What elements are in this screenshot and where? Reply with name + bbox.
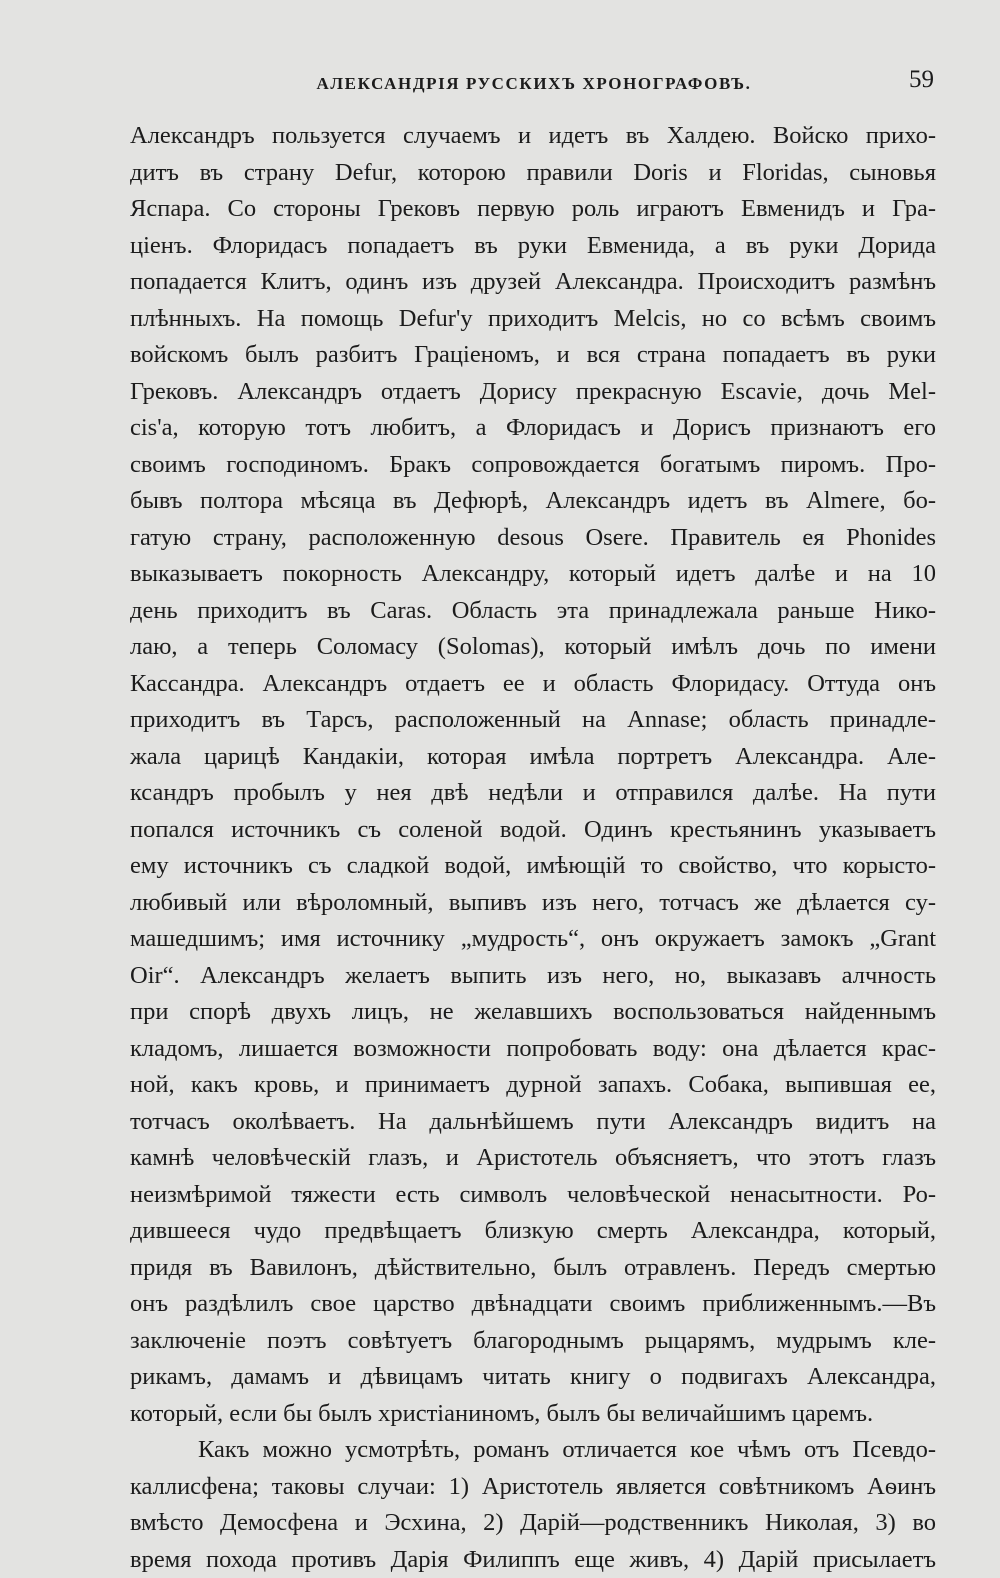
text-line: тотчасъ околѣваетъ. На дальнѣйшемъ пути Александръ видитъ на <box>130 1104 936 1141</box>
text-line: гатую страну, расположенную desous Osere. Правитель ея Phonides <box>130 520 936 557</box>
text-line: вмѣсто Демосфена и Эсхина, 2) Дарій—родственникъ Николая, 3) во <box>130 1505 936 1542</box>
text-line: дившееся чудо предвѣщаетъ близкую смерть Александра, который, <box>130 1213 936 1250</box>
text-line: заключеніе поэтъ совѣтуетъ благороднымъ рыцарямъ, мудрымъ кле- <box>130 1323 936 1360</box>
text-line: время похода противъ Дарія Филиппъ еще живъ, 4) Дарій присылаетъ <box>130 1542 936 1578</box>
text-line: любивый или вѣроломный, выпивъ изъ него, тотчасъ же дѣлается су- <box>130 885 936 922</box>
text-line: ной, какъ кровь, и принимаетъ дурной запахъ. Собака, выпившая ее, <box>130 1067 936 1104</box>
text-line: Александръ пользуется случаемъ и идетъ въ Халдею. Войско прихо- <box>130 118 936 155</box>
text-line: онъ раздѣлилъ свое царство двѣнадцати своимъ приближеннымъ.—Въ <box>130 1286 936 1323</box>
text-line: машедшимъ; имя источнику „мудрость“, онъ окружаетъ замокъ „Grant <box>130 921 936 958</box>
text-line: Oir“. Александръ желаетъ выпить изъ него, но, выказавъ алчность <box>130 958 936 995</box>
text-line: своимъ господиномъ. Бракъ сопровождается богатымъ пиромъ. Про- <box>130 447 936 484</box>
text-line: Грековъ. Александръ отдаетъ Дорису прекрасную Escavie, дочь Mel- <box>130 374 936 411</box>
text-line: cis'a, которую тотъ любитъ, а Флоридасъ и Дорисъ признаютъ его <box>130 410 936 447</box>
text-line: приходитъ въ Тарсъ, расположенный на Annase; область принадле- <box>130 702 936 739</box>
running-title: АЛЕКСАНДРІЯ РУССКИХЪ ХРОНОГРАФОВЪ. <box>128 74 940 94</box>
text-line: ему источникъ съ сладкой водой, имѣющій то свойство, что корысто- <box>130 848 936 885</box>
text-line: каллисфена; таковы случаи: 1) Аристотель является совѣтникомъ Аѳинъ <box>130 1469 936 1506</box>
page-number: 59 <box>909 66 934 94</box>
text-line: Яспара. Со стороны Грековъ первую роль играютъ Евменидъ и Гра- <box>130 191 936 228</box>
text-line: попадается Клитъ, одинъ изъ друзей Александра. Происходитъ размѣнъ <box>130 264 936 301</box>
text-line: войскомъ былъ разбитъ Граціеномъ, и вся страна попадаетъ въ руки <box>130 337 936 374</box>
text-line: Кассандра. Александръ отдаетъ ее и область Флоридасу. Оттуда онъ <box>130 666 936 703</box>
text-line: ксандръ пробылъ у нея двѣ недѣли и отправился далѣе. На пути <box>130 775 936 812</box>
text-line: ціенъ. Флоридасъ попадаетъ въ руки Евменида, а въ руки Дорида <box>130 228 936 265</box>
text-line: дитъ въ страну Defur, которою правили Doris и Floridas, сыновья <box>130 155 936 192</box>
text-line: выказываетъ покорность Александру, который идетъ далѣе и на 10 <box>130 556 936 593</box>
running-header <box>128 66 940 106</box>
text-line: который, если бы былъ христіаниномъ, былъ бы величайшимъ царемъ. <box>130 1396 936 1433</box>
text-line: придя въ Вавилонъ, дѣйствительно, былъ отравленъ. Передъ смертью <box>130 1250 936 1287</box>
text-line: жала царицѣ Кандакіи, которая имѣла портретъ Александра. Але- <box>130 739 936 776</box>
text-line: камнѣ человѣческій глазъ, и Аристотель объясняетъ, что этотъ глазъ <box>130 1140 936 1177</box>
text-line: неизмѣримой тяжести есть символъ человѣческой ненасытности. Ро- <box>130 1177 936 1214</box>
text-line: день приходитъ въ Caras. Область эта принадлежала раньше Нико- <box>130 593 936 630</box>
text-line: рикамъ, дамамъ и дѣвицамъ читать книгу о подвигахъ Александра, <box>130 1359 936 1396</box>
text-line: бывъ полтора мѣсяца въ Дефюрѣ, Александръ идетъ въ Almere, бо- <box>130 483 936 520</box>
text-line: лаю, а теперь Соломасу (Solomas), который имѣлъ дочь по имени <box>130 629 936 666</box>
text-line: Какъ можно усмотрѣть, романъ отличается кое чѣмъ отъ Псевдо- <box>130 1432 936 1469</box>
text-line: плѣнныхъ. На помощь Defur'у приходитъ Melcis, но со всѣмъ своимъ <box>130 301 936 338</box>
text-line: кладомъ, лишается возможности попробовать воду: она дѣлается крас- <box>130 1031 936 1068</box>
body-text <box>130 118 936 1578</box>
text-line: при спорѣ двухъ лицъ, не желавшихъ воспользоваться найденнымъ <box>130 994 936 1031</box>
text-line: попался источникъ съ соленой водой. Одинъ крестьянинъ указываетъ <box>130 812 936 849</box>
